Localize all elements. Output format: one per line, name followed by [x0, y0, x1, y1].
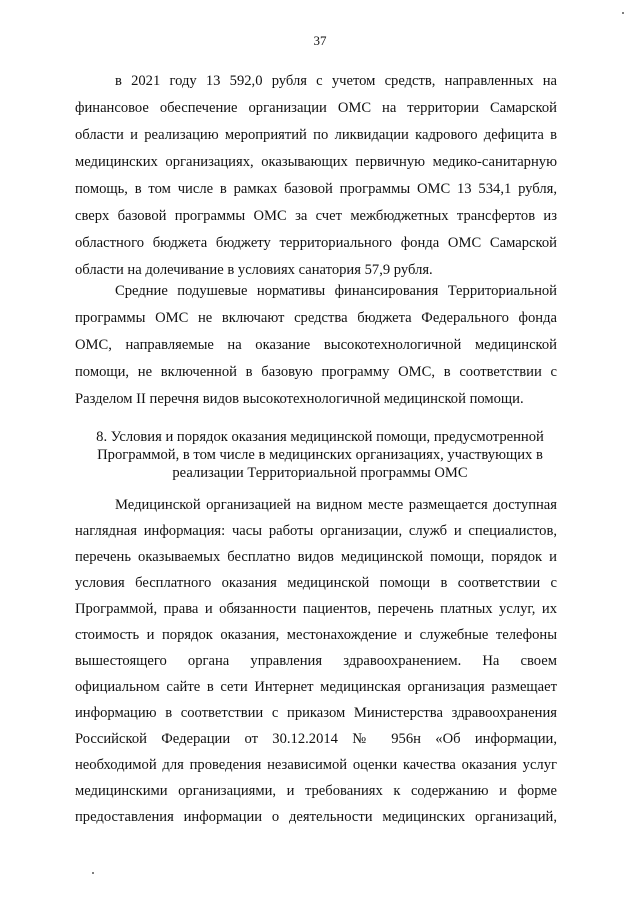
- paragraph-line: финансовое обеспечение организации ОМС на территории Самарской: [75, 100, 557, 116]
- paragraph-line: информацию в соответствии с приказом Министерства здравоохранения: [75, 705, 557, 721]
- section-heading-line: 8. Условия и порядок оказания медицинской помощи, предусмотренной: [96, 429, 544, 445]
- scan-speck: [622, 12, 624, 14]
- paragraph-line: стоимость и порядок оказания, местонахождение и служебные телефоны: [75, 627, 557, 643]
- paragraph-line: в 2021 году 13 592,0 рубля с учетом средств, направленных на: [115, 73, 557, 89]
- paragraph-line: медицинских организациях, оказывающих первичную медико-санитарную: [75, 154, 557, 170]
- paragraph-line: области и реализацию мероприятий по ликвидации кадрового дефицита в: [75, 127, 557, 143]
- paragraph-line: наглядная информация: часы работы организации, служб и специалистов,: [75, 523, 557, 539]
- page-number: 37: [313, 33, 327, 48]
- section-heading-line: Программой, в том числе в медицинских организациях, участвующих в: [97, 447, 543, 463]
- paragraph-line: сверх базовой программы ОМС за счет межбюджетных трансфертов из: [75, 208, 557, 224]
- section-heading-line: реализации Территориальной программы ОМС: [172, 465, 468, 481]
- paragraph-line: необходимой для проведения независимой оценки качества оказания услуг: [75, 757, 557, 773]
- paragraph-line: областного бюджета бюджету территориального фонда ОМС Самарской: [75, 235, 557, 251]
- paragraph-line: официальном сайте в сети Интернет медицинская организация размещает: [75, 679, 557, 695]
- paragraph-line: предоставления информации о деятельности медицинских организаций,: [75, 809, 557, 825]
- paragraph-line: области на долечивание в условиях санатория 57,9 рубля.: [75, 262, 433, 278]
- paragraph-line: вышестоящего органа управления здравоохранением. На своем: [75, 653, 557, 669]
- paragraph-line: Медицинской организацией на видном месте размещается доступная: [115, 497, 557, 513]
- paragraph-line: перечень оказываемых бесплатно видов медицинской помощи, порядок и: [75, 549, 557, 565]
- paragraph-line: помощи, не включенной в базовую программу ОМС, в соответствии с: [75, 364, 557, 380]
- paragraph-line: ОМС, направляемые на оказание высокотехнологичной медицинской: [75, 337, 557, 353]
- paragraph-line: Российской Федерации от 30.12.2014 № 956н «Об информации,: [75, 731, 557, 747]
- paragraph-line: условия бесплатного оказания медицинской помощи в соответствии с: [75, 575, 557, 591]
- paragraph-line: Программой, права и обязанности пациентов, перечень платных услуг, их: [75, 601, 557, 617]
- paragraph-line: Разделом II перечня видов высокотехнологичной медицинской помощи.: [75, 391, 524, 407]
- paragraph-line: помощь, в том числе в рамках базовой программы ОМС 13 534,1 рубля,: [75, 181, 557, 197]
- paragraph-line: программы ОМС не включают средства бюджета Федерального фонда: [75, 310, 557, 326]
- scan-speck: [92, 872, 94, 874]
- paragraph-line: Средние подушевые нормативы финансирования Территориальной: [115, 283, 557, 299]
- paragraph-line: медицинскими организациями, и требованиях к содержанию и форме: [75, 783, 557, 799]
